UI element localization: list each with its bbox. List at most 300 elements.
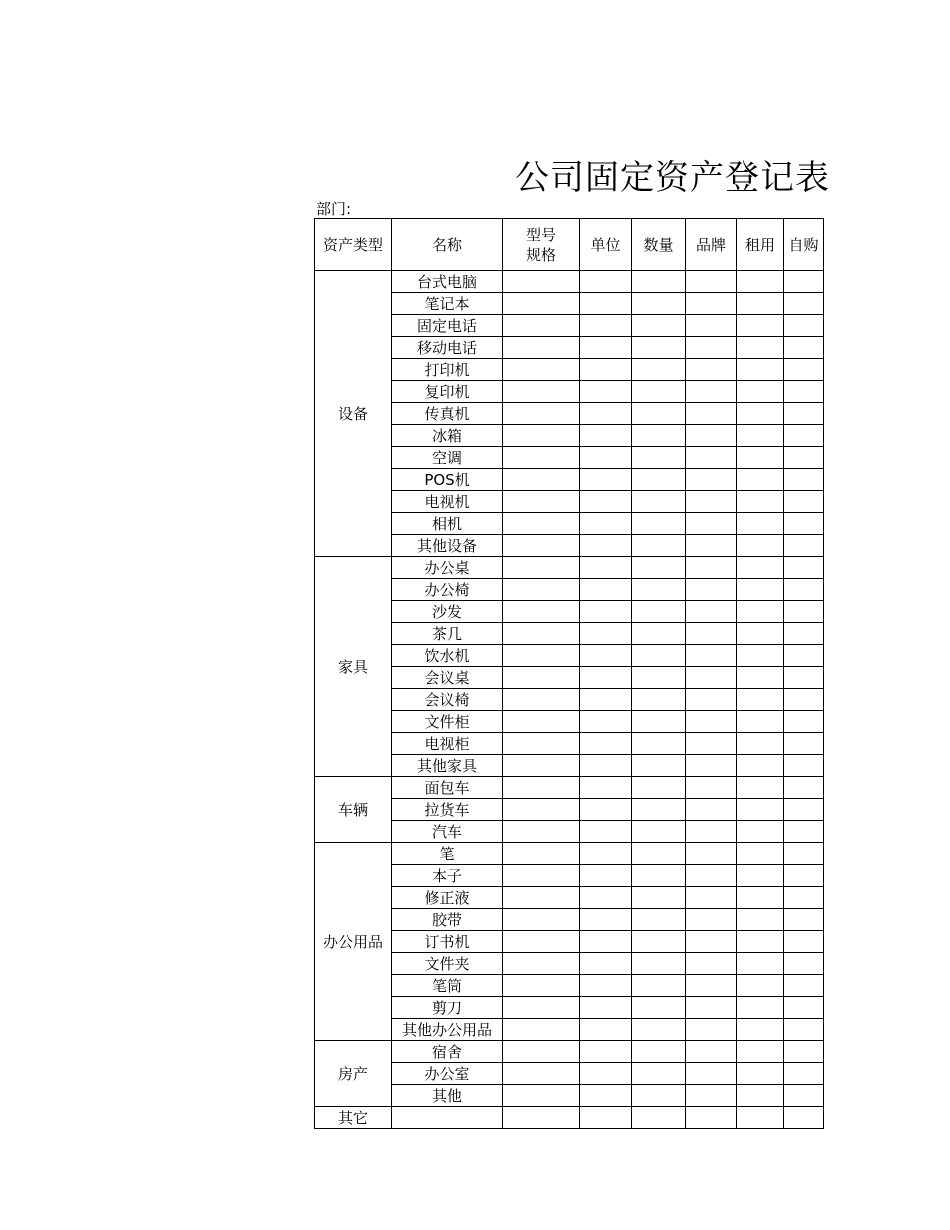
unit-cell[interactable]	[580, 557, 632, 579]
purchased-cell[interactable]	[784, 381, 824, 403]
purchased-cell[interactable]	[784, 689, 824, 711]
quantity-cell[interactable]	[632, 513, 686, 535]
unit-cell[interactable]	[580, 1063, 632, 1085]
quantity-cell[interactable]	[632, 997, 686, 1019]
purchased-cell[interactable]	[784, 865, 824, 887]
model-spec-cell[interactable]	[503, 337, 580, 359]
unit-cell[interactable]	[580, 337, 632, 359]
brand-cell[interactable]	[686, 1107, 737, 1129]
rented-cell[interactable]	[737, 799, 784, 821]
brand-cell[interactable]	[686, 337, 737, 359]
brand-cell[interactable]	[686, 733, 737, 755]
asset-name-cell: 笔	[392, 843, 503, 865]
model-spec-cell[interactable]	[503, 403, 580, 425]
asset-name-cell: 剪刀	[392, 997, 503, 1019]
quantity-cell[interactable]	[632, 403, 686, 425]
quantity-cell[interactable]	[632, 843, 686, 865]
model-spec-cell[interactable]	[503, 953, 580, 975]
model-spec-cell[interactable]	[503, 931, 580, 953]
quantity-cell[interactable]	[632, 579, 686, 601]
purchased-cell[interactable]	[784, 403, 824, 425]
rented-cell[interactable]	[737, 689, 784, 711]
unit-cell[interactable]	[580, 821, 632, 843]
unit-cell[interactable]	[580, 425, 632, 447]
asset-name-cell: 其他办公用品	[392, 1019, 503, 1041]
asset-name-cell: 电视机	[392, 491, 503, 513]
rented-cell[interactable]	[737, 337, 784, 359]
brand-cell[interactable]	[686, 535, 737, 557]
table-row	[315, 1019, 824, 1041]
brand-cell[interactable]	[686, 381, 737, 403]
model-spec-cell[interactable]	[503, 909, 580, 931]
brand-cell[interactable]	[686, 997, 737, 1019]
purchased-cell[interactable]	[784, 667, 824, 689]
purchased-cell[interactable]	[784, 557, 824, 579]
quantity-cell[interactable]	[632, 931, 686, 953]
brand-cell[interactable]	[686, 667, 737, 689]
asset-name-cell: 订书机	[392, 931, 503, 953]
quantity-cell[interactable]	[632, 337, 686, 359]
purchased-cell[interactable]	[784, 733, 824, 755]
brand-cell[interactable]	[686, 623, 737, 645]
unit-cell[interactable]	[580, 1019, 632, 1041]
quantity-cell[interactable]	[632, 711, 686, 733]
model-spec-cell[interactable]	[503, 557, 580, 579]
quantity-cell[interactable]	[632, 755, 686, 777]
asset-name-cell: 会议椅	[392, 689, 503, 711]
purchased-cell[interactable]	[784, 843, 824, 865]
purchased-cell[interactable]	[784, 271, 824, 293]
unit-cell[interactable]	[580, 755, 632, 777]
purchased-cell[interactable]	[784, 601, 824, 623]
purchased-cell[interactable]	[784, 1063, 824, 1085]
unit-cell[interactable]	[580, 865, 632, 887]
rented-cell[interactable]	[737, 1063, 784, 1085]
table-row	[315, 601, 824, 623]
unit-cell[interactable]	[580, 887, 632, 909]
header-quantity: 数量	[632, 219, 686, 271]
purchased-cell[interactable]	[784, 799, 824, 821]
header-asset-type: 资产类型	[315, 219, 392, 271]
quantity-cell[interactable]	[632, 799, 686, 821]
brand-cell[interactable]	[686, 931, 737, 953]
model-spec-cell[interactable]	[503, 711, 580, 733]
asset-name-cell: 打印机	[392, 359, 503, 381]
asset-name-cell: 文件柜	[392, 711, 503, 733]
model-spec-cell[interactable]	[503, 447, 580, 469]
rented-cell[interactable]	[737, 1085, 784, 1107]
model-spec-cell[interactable]	[503, 645, 580, 667]
unit-cell[interactable]	[580, 667, 632, 689]
rented-cell[interactable]	[737, 491, 784, 513]
quantity-cell[interactable]	[632, 623, 686, 645]
rented-cell[interactable]	[737, 403, 784, 425]
brand-cell[interactable]	[686, 909, 737, 931]
brand-cell[interactable]	[686, 1019, 737, 1041]
quantity-cell[interactable]	[632, 381, 686, 403]
unit-cell[interactable]	[580, 535, 632, 557]
brand-cell[interactable]	[686, 777, 737, 799]
quantity-cell[interactable]	[632, 557, 686, 579]
brand-cell[interactable]	[686, 491, 737, 513]
model-spec-cell[interactable]	[503, 293, 580, 315]
purchased-cell[interactable]	[784, 293, 824, 315]
table-row	[315, 513, 824, 535]
unit-cell[interactable]	[580, 975, 632, 997]
rented-cell[interactable]	[737, 425, 784, 447]
brand-cell[interactable]	[686, 711, 737, 733]
brand-cell[interactable]	[686, 645, 737, 667]
quantity-cell[interactable]	[632, 359, 686, 381]
unit-cell[interactable]	[580, 931, 632, 953]
model-spec-cell[interactable]	[503, 491, 580, 513]
model-spec-cell[interactable]	[503, 381, 580, 403]
unit-cell[interactable]	[580, 909, 632, 931]
rented-cell[interactable]	[737, 315, 784, 337]
header-row	[315, 219, 824, 271]
rented-cell[interactable]	[737, 601, 784, 623]
quantity-cell[interactable]	[632, 975, 686, 997]
model-spec-cell[interactable]	[503, 821, 580, 843]
brand-cell[interactable]	[686, 1041, 737, 1063]
purchased-cell[interactable]	[784, 953, 824, 975]
table-row	[315, 777, 824, 799]
quantity-cell[interactable]	[632, 601, 686, 623]
quantity-cell[interactable]	[632, 271, 686, 293]
unit-cell[interactable]	[580, 733, 632, 755]
model-spec-cell[interactable]	[503, 755, 580, 777]
unit-cell[interactable]	[580, 1107, 632, 1129]
unit-cell[interactable]	[580, 513, 632, 535]
brand-cell[interactable]	[686, 821, 737, 843]
model-spec-cell[interactable]	[503, 975, 580, 997]
rented-cell[interactable]	[737, 535, 784, 557]
purchased-cell[interactable]	[784, 1107, 824, 1129]
rented-cell[interactable]	[737, 777, 784, 799]
asset-name-cell: 笔筒	[392, 975, 503, 997]
model-spec-cell[interactable]	[503, 425, 580, 447]
brand-cell[interactable]	[686, 403, 737, 425]
header-purchased: 自购	[784, 219, 824, 271]
purchased-cell[interactable]	[784, 579, 824, 601]
table-row	[315, 755, 824, 777]
table-row	[315, 1107, 824, 1129]
unit-cell[interactable]	[580, 469, 632, 491]
unit-cell[interactable]	[580, 843, 632, 865]
unit-cell[interactable]	[580, 689, 632, 711]
rented-cell[interactable]	[737, 1041, 784, 1063]
model-spec-cell[interactable]	[503, 777, 580, 799]
unit-cell[interactable]	[580, 403, 632, 425]
table-row	[315, 381, 824, 403]
unit-cell[interactable]	[580, 579, 632, 601]
unit-cell[interactable]	[580, 953, 632, 975]
purchased-cell[interactable]	[784, 887, 824, 909]
brand-cell[interactable]	[686, 293, 737, 315]
model-spec-cell[interactable]	[503, 513, 580, 535]
purchased-cell[interactable]	[784, 711, 824, 733]
model-spec-cell[interactable]	[503, 271, 580, 293]
quantity-cell[interactable]	[632, 1107, 686, 1129]
rented-cell[interactable]	[737, 755, 784, 777]
model-spec-cell[interactable]	[503, 733, 580, 755]
quantity-cell[interactable]	[632, 535, 686, 557]
rented-cell[interactable]	[737, 931, 784, 953]
quantity-cell[interactable]	[632, 887, 686, 909]
table-row	[315, 623, 824, 645]
table-row	[315, 293, 824, 315]
rented-cell[interactable]	[737, 711, 784, 733]
unit-cell[interactable]	[580, 777, 632, 799]
asset-name-cell: 拉货车	[392, 799, 503, 821]
rented-cell[interactable]	[737, 733, 784, 755]
quantity-cell[interactable]	[632, 491, 686, 513]
model-spec-cell[interactable]	[503, 1107, 580, 1129]
unit-cell[interactable]	[580, 623, 632, 645]
purchased-cell[interactable]	[784, 337, 824, 359]
unit-cell[interactable]	[580, 359, 632, 381]
asset-name-cell: 空调	[392, 447, 503, 469]
quantity-cell[interactable]	[632, 315, 686, 337]
header-model-line1: 型号	[525, 225, 556, 244]
asset-name-cell: 茶几	[392, 623, 503, 645]
asset-name-cell: 胶带	[392, 909, 503, 931]
model-spec-cell[interactable]	[503, 843, 580, 865]
unit-cell[interactable]	[580, 447, 632, 469]
rented-cell[interactable]	[737, 997, 784, 1019]
asset-name-cell: 其他设备	[392, 535, 503, 557]
unit-cell[interactable]	[580, 381, 632, 403]
rented-cell[interactable]	[737, 821, 784, 843]
unit-cell[interactable]	[580, 601, 632, 623]
table-row	[315, 579, 824, 601]
rented-cell[interactable]	[737, 887, 784, 909]
brand-cell[interactable]	[686, 1063, 737, 1085]
purchased-cell[interactable]	[784, 315, 824, 337]
asset-category-cell: 办公用品	[315, 843, 392, 1041]
model-spec-cell[interactable]	[503, 799, 580, 821]
brand-cell[interactable]	[686, 271, 737, 293]
rented-cell[interactable]	[737, 557, 784, 579]
brand-cell[interactable]	[686, 843, 737, 865]
unit-cell[interactable]	[580, 271, 632, 293]
brand-cell[interactable]	[686, 579, 737, 601]
model-spec-cell[interactable]	[503, 579, 580, 601]
purchased-cell[interactable]	[784, 645, 824, 667]
rented-cell[interactable]	[737, 1107, 784, 1129]
brand-cell[interactable]	[686, 799, 737, 821]
rented-cell[interactable]	[737, 865, 784, 887]
rented-cell[interactable]	[737, 513, 784, 535]
model-spec-cell[interactable]	[503, 315, 580, 337]
brand-cell[interactable]	[686, 447, 737, 469]
model-spec-cell[interactable]	[503, 689, 580, 711]
quantity-cell[interactable]	[632, 1063, 686, 1085]
asset-name-cell	[392, 1107, 503, 1129]
asset-name-cell: 固定电话	[392, 315, 503, 337]
purchased-cell[interactable]	[784, 909, 824, 931]
rented-cell[interactable]	[737, 623, 784, 645]
table-row	[315, 535, 824, 557]
quantity-cell[interactable]	[632, 293, 686, 315]
rented-cell[interactable]	[737, 271, 784, 293]
unit-cell[interactable]	[580, 315, 632, 337]
model-spec-cell[interactable]	[503, 601, 580, 623]
purchased-cell[interactable]	[784, 359, 824, 381]
asset-rows	[315, 271, 824, 1129]
purchased-cell[interactable]	[784, 447, 824, 469]
purchased-cell[interactable]	[784, 997, 824, 1019]
quantity-cell[interactable]	[632, 447, 686, 469]
header-model-spec	[503, 219, 580, 271]
rented-cell[interactable]	[737, 381, 784, 403]
asset-category-cell: 家具	[315, 557, 392, 777]
rented-cell[interactable]	[737, 359, 784, 381]
asset-name-cell: 汽车	[392, 821, 503, 843]
model-spec-cell[interactable]	[503, 359, 580, 381]
purchased-cell[interactable]	[784, 821, 824, 843]
rented-cell[interactable]	[737, 1019, 784, 1041]
asset-name-cell: 相机	[392, 513, 503, 535]
rented-cell[interactable]	[737, 579, 784, 601]
brand-cell[interactable]	[686, 359, 737, 381]
model-spec-cell[interactable]	[503, 1085, 580, 1107]
quantity-cell[interactable]	[632, 469, 686, 491]
purchased-cell[interactable]	[784, 777, 824, 799]
purchased-cell[interactable]	[784, 755, 824, 777]
purchased-cell[interactable]	[784, 513, 824, 535]
model-spec-cell[interactable]	[503, 997, 580, 1019]
unit-cell[interactable]	[580, 997, 632, 1019]
asset-name-cell: 办公桌	[392, 557, 503, 579]
asset-name-cell: 会议桌	[392, 667, 503, 689]
model-spec-cell[interactable]	[503, 535, 580, 557]
brand-cell[interactable]	[686, 513, 737, 535]
table-row	[315, 447, 824, 469]
model-spec-cell[interactable]	[503, 1019, 580, 1041]
purchased-cell[interactable]	[784, 425, 824, 447]
asset-name-cell: 办公椅	[392, 579, 503, 601]
asset-name-cell: 冰箱	[392, 425, 503, 447]
rented-cell[interactable]	[737, 975, 784, 997]
table-row	[315, 799, 824, 821]
header-name: 名称	[392, 219, 503, 271]
model-spec-cell[interactable]	[503, 667, 580, 689]
table-row	[315, 975, 824, 997]
model-spec-cell[interactable]	[503, 1041, 580, 1063]
quantity-cell[interactable]	[632, 689, 686, 711]
brand-cell[interactable]	[686, 953, 737, 975]
unit-cell[interactable]	[580, 711, 632, 733]
purchased-cell[interactable]	[784, 469, 824, 491]
rented-cell[interactable]	[737, 447, 784, 469]
brand-cell[interactable]	[686, 755, 737, 777]
purchased-cell[interactable]	[784, 1019, 824, 1041]
quantity-cell[interactable]	[632, 425, 686, 447]
asset-name-cell: 笔记本	[392, 293, 503, 315]
table-row	[315, 931, 824, 953]
table-row	[315, 645, 824, 667]
asset-name-cell: 电视柜	[392, 733, 503, 755]
brand-cell[interactable]	[686, 865, 737, 887]
purchased-cell[interactable]	[784, 975, 824, 997]
quantity-cell[interactable]	[632, 909, 686, 931]
rented-cell[interactable]	[737, 843, 784, 865]
quantity-cell[interactable]	[632, 645, 686, 667]
model-spec-cell[interactable]	[503, 865, 580, 887]
brand-cell[interactable]	[686, 315, 737, 337]
table-row	[315, 271, 824, 293]
table-row	[315, 689, 824, 711]
unit-cell[interactable]	[580, 799, 632, 821]
table-row	[315, 667, 824, 689]
table-row	[315, 953, 824, 975]
quantity-cell[interactable]	[632, 733, 686, 755]
model-spec-cell[interactable]	[503, 623, 580, 645]
asset-name-cell: 传真机	[392, 403, 503, 425]
rented-cell[interactable]	[737, 909, 784, 931]
quantity-cell[interactable]	[632, 1085, 686, 1107]
quantity-cell[interactable]	[632, 865, 686, 887]
table-row	[315, 359, 824, 381]
unit-cell[interactable]	[580, 1085, 632, 1107]
table-row	[315, 403, 824, 425]
header-unit: 单位	[580, 219, 632, 271]
brand-cell[interactable]	[686, 601, 737, 623]
purchased-cell[interactable]	[784, 491, 824, 513]
brand-cell[interactable]	[686, 557, 737, 579]
brand-cell[interactable]	[686, 425, 737, 447]
quantity-cell[interactable]	[632, 953, 686, 975]
asset-name-cell: 移动电话	[392, 337, 503, 359]
unit-cell[interactable]	[580, 645, 632, 667]
header-model-line2: 规格	[525, 245, 556, 264]
model-spec-cell[interactable]	[503, 887, 580, 909]
rented-cell[interactable]	[737, 953, 784, 975]
rented-cell[interactable]	[737, 667, 784, 689]
rented-cell[interactable]	[737, 645, 784, 667]
purchased-cell[interactable]	[784, 1085, 824, 1107]
quantity-cell[interactable]	[632, 667, 686, 689]
purchased-cell[interactable]	[784, 535, 824, 557]
table-row	[315, 491, 824, 513]
table-row	[315, 1041, 824, 1063]
brand-cell[interactable]	[686, 689, 737, 711]
asset-name-cell: 办公室	[392, 1063, 503, 1085]
brand-cell[interactable]	[686, 975, 737, 997]
quantity-cell[interactable]	[632, 821, 686, 843]
quantity-cell[interactable]	[632, 1041, 686, 1063]
brand-cell[interactable]	[686, 1085, 737, 1107]
rented-cell[interactable]	[737, 469, 784, 491]
purchased-cell[interactable]	[784, 1041, 824, 1063]
brand-cell[interactable]	[686, 469, 737, 491]
purchased-cell[interactable]	[784, 623, 824, 645]
unit-cell[interactable]	[580, 293, 632, 315]
quantity-cell[interactable]	[632, 777, 686, 799]
quantity-cell[interactable]	[632, 1019, 686, 1041]
model-spec-cell[interactable]	[503, 469, 580, 491]
brand-cell[interactable]	[686, 887, 737, 909]
model-spec-cell[interactable]	[503, 1063, 580, 1085]
asset-name-cell: 修正液	[392, 887, 503, 909]
table-row	[315, 469, 824, 491]
asset-name-cell: 其他家具	[392, 755, 503, 777]
unit-cell[interactable]	[580, 491, 632, 513]
unit-cell[interactable]	[580, 1041, 632, 1063]
purchased-cell[interactable]	[784, 931, 824, 953]
rented-cell[interactable]	[737, 293, 784, 315]
